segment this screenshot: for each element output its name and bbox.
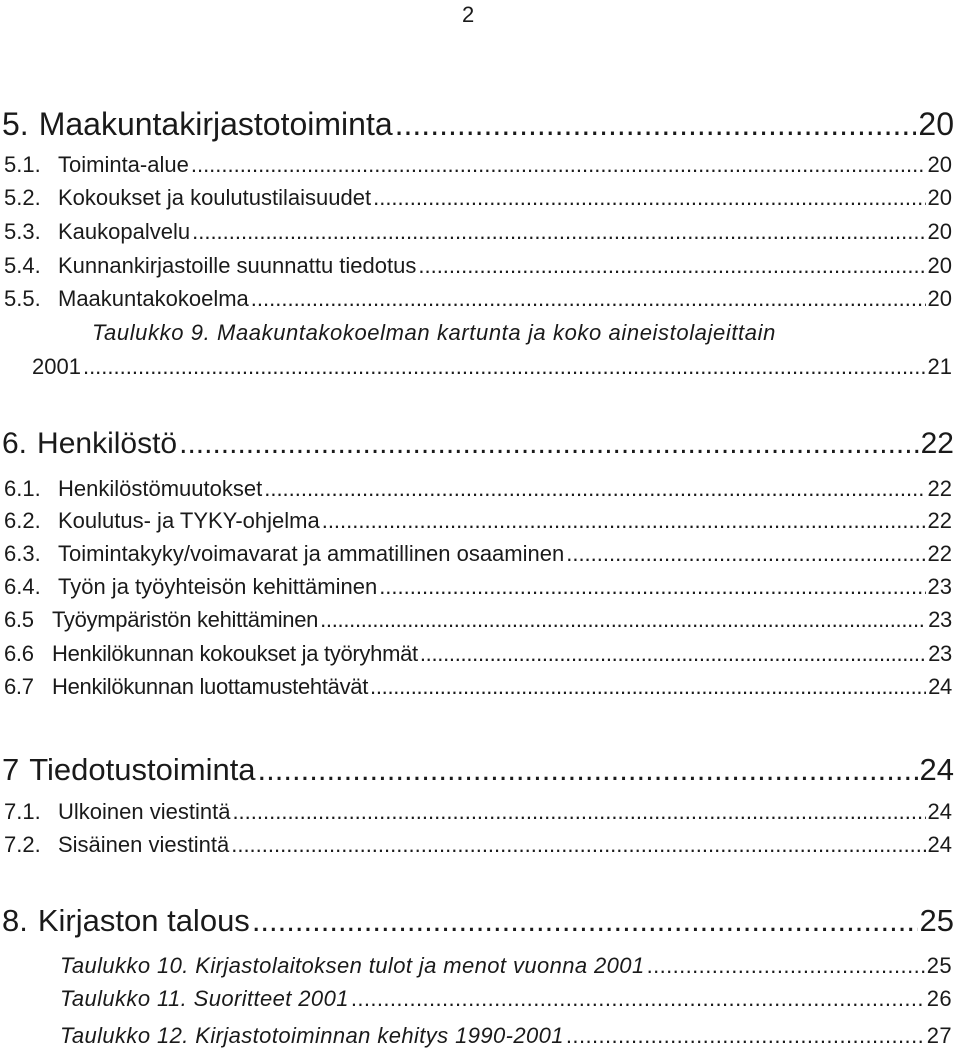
toc-title: Taulukko 11. Suoritteet 2001 [60, 986, 349, 1011]
toc-leader [251, 286, 926, 312]
toc-entry-5-3 [4, 219, 952, 245]
toc-leader [566, 541, 925, 567]
toc-leader [395, 106, 917, 143]
toc-title: Kunnankirjastoille suunnattu tiedotus [58, 253, 417, 278]
toc-title: Kokoukset ja koulutustilaisuudet [58, 185, 372, 210]
toc-number: 5.3. [4, 219, 41, 244]
toc-page-ref: 25 [919, 903, 954, 938]
toc-table-9 [92, 320, 952, 346]
toc-number: 7.1. [4, 799, 41, 824]
toc-entry-6-2 [4, 508, 952, 534]
toc-page-ref: 25 [926, 953, 952, 978]
toc-page-ref: 20 [927, 286, 952, 311]
toc-page-ref: 20 [927, 219, 952, 244]
toc-page-ref: 24 [919, 752, 954, 787]
toc-number: 6. [2, 427, 28, 460]
toc-title: Kaukopalvelu [58, 219, 191, 244]
toc-title: Taulukko 12. Kirjastotoiminnan kehitys 1990-2001 [60, 1023, 564, 1048]
toc-leader [418, 253, 925, 279]
toc-page-ref: 23 [927, 574, 952, 599]
toc-title: Taulukko 10. Kirjastolaitoksen tulot ja menot vuonna 2001 [60, 953, 645, 978]
toc-page-ref: 22 [920, 427, 954, 460]
toc-title: Maakuntakokoelma [58, 286, 249, 311]
toc-leader [322, 508, 926, 534]
toc-number: 5.5. [4, 286, 41, 311]
toc-page-ref: 23 [928, 641, 952, 666]
toc-number: 6.1. [4, 476, 41, 501]
toc-number: 6.5 [4, 607, 34, 632]
toc-title: 2001 [32, 354, 81, 379]
toc-page-ref: 26 [926, 986, 952, 1011]
toc-title: Toiminta-alue [58, 152, 189, 177]
toc-title: Henkilöstö [37, 427, 178, 460]
toc-page-ref: 22 [927, 541, 952, 566]
toc-leader [179, 427, 919, 461]
toc-leader [647, 953, 925, 979]
toc-entry-7-1 [4, 799, 952, 825]
toc-title: Tiedotustoiminta [29, 752, 256, 787]
toc-number: 6.2. [4, 508, 41, 533]
toc-leader [373, 185, 925, 211]
toc-number: 6.7 [4, 674, 34, 699]
toc-heading-6 [2, 427, 954, 461]
toc-title: Ulkoinen viestintä [58, 799, 231, 824]
toc-entry-6-1 [4, 476, 952, 502]
toc-page-ref: 24 [928, 674, 952, 699]
toc-entry-6-5 [4, 607, 952, 633]
toc-page-ref: 20 [927, 253, 952, 278]
toc-entry-5-2 [4, 185, 952, 211]
toc-leader [258, 752, 918, 788]
toc-title: Työympäristön kehittäminen [52, 607, 319, 632]
toc-page-ref: 20 [927, 185, 952, 210]
toc-page-ref: 21 [927, 354, 952, 379]
toc-page-ref: 27 [926, 1023, 952, 1048]
toc-leader [83, 354, 926, 380]
toc-leader [351, 986, 925, 1012]
toc-entry-6-4 [4, 574, 952, 600]
toc-number: 6.6 [4, 641, 34, 666]
toc-leader [232, 799, 925, 825]
toc-number: 5.4. [4, 253, 41, 278]
toc-number: 8. [2, 903, 28, 938]
toc-page-ref: 23 [928, 607, 952, 632]
toc-number: 7.2. [4, 832, 41, 857]
toc-page-ref: 22 [927, 508, 952, 533]
toc-leader [231, 832, 925, 858]
toc-title: Henkilöstömuutokset [58, 476, 263, 501]
toc-leader [379, 574, 925, 600]
toc-title: Kirjaston talous [37, 903, 250, 938]
toc-table-9-continued [32, 354, 952, 380]
toc-leader [370, 674, 926, 700]
toc-entry-6-3 [4, 541, 952, 567]
toc-entry-5-1 [4, 152, 952, 178]
toc-title: Taulukko 9. Maakuntakokoelman kartunta ja koko aineistolajeittain [92, 320, 776, 345]
toc-title: Koulutus- ja TYKY-ohjelma [58, 508, 320, 533]
toc-leader [192, 219, 925, 245]
toc-entry-5-4 [4, 253, 952, 279]
toc-title: Henkilökunnan kokoukset ja työryhmät [52, 641, 418, 666]
toc-title: Toimintakyky/voimavarat ja ammatillinen osaaminen [58, 541, 565, 566]
toc-page-ref: 22 [927, 476, 952, 501]
toc-leader [320, 607, 926, 633]
toc-heading-7 [2, 752, 954, 788]
toc-table-11 [60, 986, 952, 1012]
toc-entry-7-2 [4, 832, 952, 858]
toc-entry-6-6 [4, 641, 952, 667]
toc-entry-6-7 [4, 674, 952, 700]
toc-leader [252, 903, 918, 939]
toc-number: 7 [2, 752, 20, 787]
toc-title: Sisäinen viestintä [58, 832, 230, 857]
toc-number: 6.3. [4, 541, 41, 566]
toc-number: 5.1. [4, 152, 41, 177]
toc-leader [420, 641, 926, 667]
toc-leader [566, 1023, 925, 1049]
page-number: 2 [462, 2, 475, 27]
toc-page-ref: 20 [918, 106, 954, 142]
toc-leader [264, 476, 925, 502]
toc-page-ref: 24 [927, 832, 952, 857]
toc-number: 5. [2, 106, 29, 142]
toc-page-ref: 20 [927, 152, 952, 177]
toc-title: Henkilökunnan luottamustehtävät [52, 674, 369, 699]
toc-table-10 [60, 953, 952, 979]
toc-page-ref: 24 [927, 799, 952, 824]
toc-heading-5 [2, 106, 954, 143]
toc-number: 5.2. [4, 185, 41, 210]
toc-leader [191, 152, 926, 178]
toc-title: Maakuntakirjastotoiminta [38, 106, 393, 142]
toc-table-12 [60, 1023, 952, 1049]
toc-heading-8 [2, 903, 954, 939]
toc-entry-5-5 [4, 286, 952, 312]
toc-number: 6.4. [4, 574, 41, 599]
toc-title: Työn ja työyhteisön kehittäminen [58, 574, 378, 599]
